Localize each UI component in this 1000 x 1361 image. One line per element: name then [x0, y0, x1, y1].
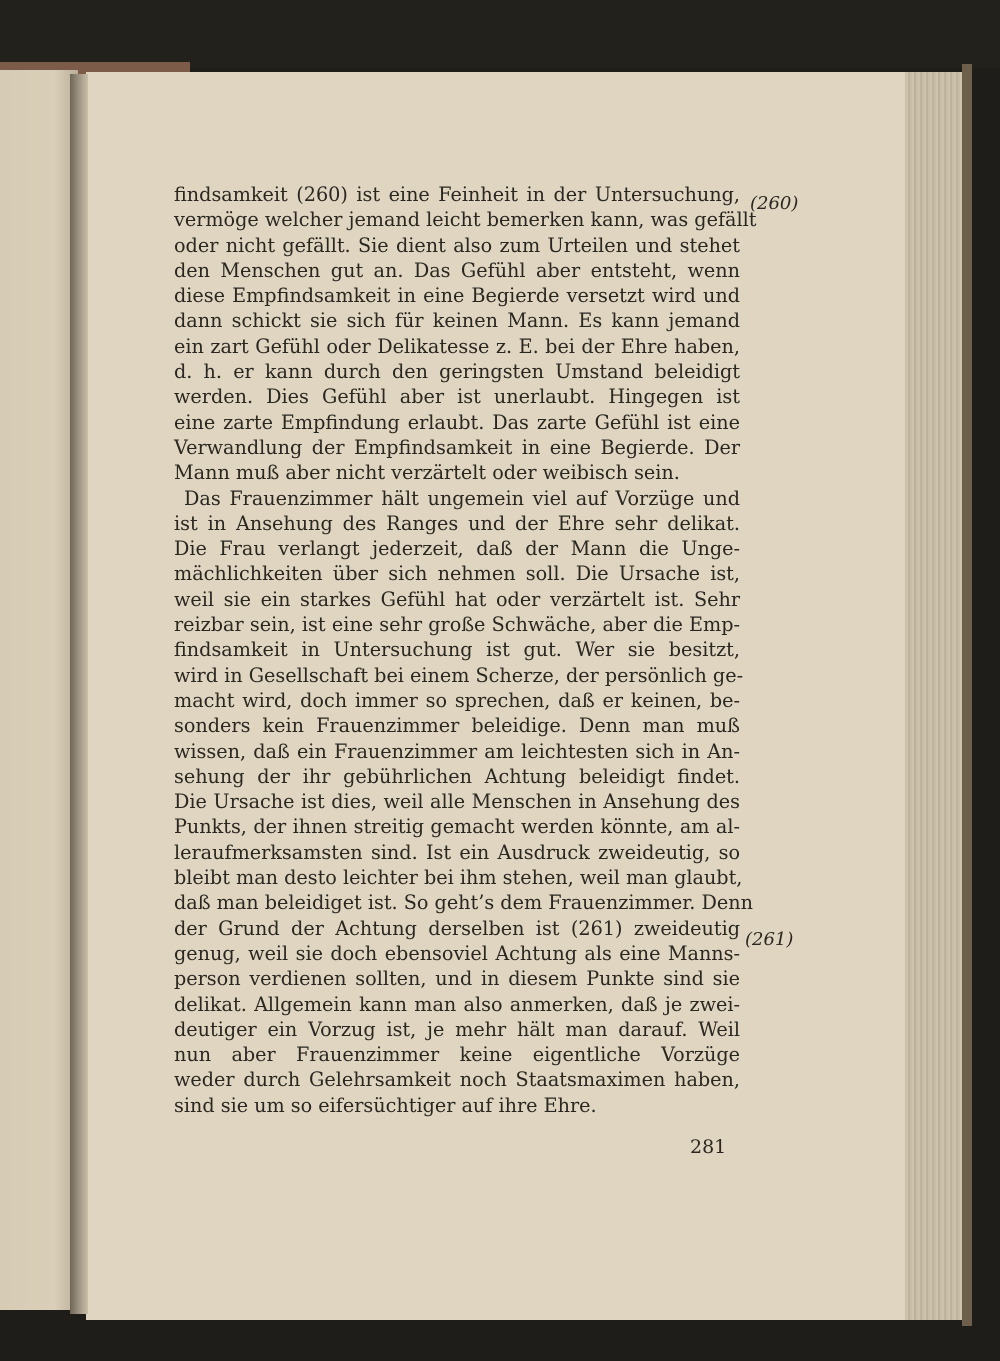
text-line: bleibt man desto leichter bei ihm stehen, weil man glaubt,: [174, 866, 743, 890]
right-cover-edge: [962, 64, 972, 1326]
text-line: delikat. Allgemein kann man also anmerken, daß je zwei-: [174, 992, 740, 1016]
text-line: Mann muß aber nicht verzärtelt oder weibisch sein.: [174, 461, 680, 485]
book-gutter: [70, 74, 88, 1314]
text-line: d. h. er kann durch den geringsten Umstand beleidigt: [174, 360, 740, 384]
text-line: Das Frauenzimmer hält ungemein viel auf Vorzüge und: [184, 486, 740, 510]
text-line: wissen, daß ein Frauenzimmer am leichtesten sich in An-: [174, 739, 740, 763]
text-line: werden. Dies Gefühl aber ist unerlaubt. Hingegen ist: [174, 385, 740, 409]
text-line: sonders kein Frauenzimmer beleidige. Denn man muß: [174, 714, 740, 738]
text-line: findsamkeit (260) ist eine Feinheit in der Untersuchung,: [174, 183, 740, 206]
page-number: 281: [690, 1136, 727, 1158]
text-line: Verwandlung der Empfindsamkeit in eine Begierde. Der: [174, 435, 740, 459]
text-line: oder nicht gefällt. Sie dient also zum Urteilen und stehet: [174, 233, 740, 257]
text-line: mächlichkeiten über sich nehmen soll. Die Ursache ist,: [174, 562, 740, 586]
text-line: findsamkeit in Untersuchung ist gut. Wer sie besitzt,: [174, 638, 740, 662]
text-line: ein zart Gefühl oder Delikatesse z. E. bei der Ehre haben,: [174, 334, 740, 358]
text-line: person verdienen sollten, und in diesem Punkte sind sie: [174, 967, 740, 991]
margin-note: (260): [750, 193, 799, 214]
text-line: leraufmerksamsten sind. Ist ein Ausdruck zweideutig, so: [174, 840, 740, 864]
background-top: [0, 0, 1000, 68]
text-line: nun aber Frauenzimmer keine eigentliche Vorzüge: [174, 1043, 740, 1067]
text-line: Die Ursache ist dies, weil alle Menschen in Ansehung des: [174, 790, 740, 814]
text-line: eine zarte Empfindung erlaubt. Das zarte Gefühl ist eine: [174, 410, 740, 434]
text-line: genug, weil sie doch ebensoviel Achtung als eine Manns-: [174, 941, 740, 965]
text-line: dann schickt sie sich für keinen Mann. Es kann jemand: [174, 309, 740, 333]
margin-note: (261): [745, 929, 794, 950]
body-text: [174, 182, 757, 1118]
text-line: weder durch Gelehrsamkeit noch Staatsmaximen haben,: [174, 1068, 740, 1092]
text-line: deutiger ein Vorzug ist, je mehr hält man darauf. Weil: [174, 1017, 740, 1041]
text-line: den Menschen gut an. Das Gefühl aber entsteht, wenn: [174, 258, 740, 282]
text-line: wird in Gesellschaft bei einem Scherze, der persönlich ge-: [174, 663, 744, 687]
page-edges: [905, 72, 967, 1320]
text-line: ist in Ansehung des Ranges und der Ehre sehr delikat.: [174, 511, 740, 535]
text-line: Punkts, der ihnen streitig gemacht werden könnte, am al-: [174, 815, 740, 839]
text-line: weil sie ein starkes Gefühl hat oder verzärtelt ist. Sehr: [174, 587, 740, 611]
text-line: Die Frau verlangt jederzeit, daß der Mann die Unge-: [174, 537, 740, 561]
text-line: daß man beleidiget ist. So geht’s dem Frauenzimmer. Denn: [174, 891, 753, 915]
text-line: diese Empfindsamkeit in eine Begierde versetzt wird und: [174, 284, 740, 308]
text-line: reizbar sein, ist eine sehr große Schwäche, aber die Emp-: [174, 613, 740, 637]
text-line: vermöge welcher jemand leicht bemerken kann, was gefällt: [174, 208, 757, 232]
text-line: sind sie um so eifersüchtiger auf ihre Ehre.: [174, 1093, 597, 1117]
left-page: [0, 70, 78, 1310]
text-line: sehung der ihr gebührlichen Achtung beleidigt findet.: [174, 764, 740, 788]
text-line: der Grund der Achtung derselben ist (261) zweideutig: [174, 916, 740, 940]
text-line: macht wird, doch immer so sprechen, daß er keinen, be-: [174, 688, 740, 712]
